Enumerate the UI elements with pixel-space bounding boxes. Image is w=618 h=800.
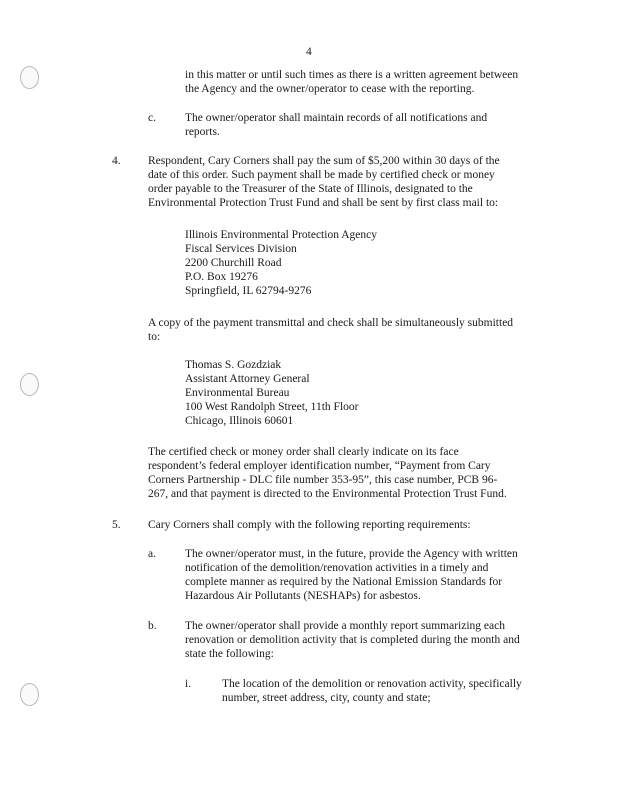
text-line: respondent’s federal employer identification number, “Payment from Cary <box>148 460 491 472</box>
item-5bi-label: i. <box>185 678 192 690</box>
text-line: Environmental Protection Trust Fund and shall be sent by first class mail to: <box>148 197 499 209</box>
item-5-text <box>148 518 471 532</box>
item-5b-text <box>185 619 520 661</box>
item-4-number: 4. <box>112 155 121 167</box>
address-line: 2200 Churchill Road <box>185 257 282 269</box>
address-line: Springfield, IL 62794-9276 <box>185 285 312 297</box>
punch-hole-top <box>20 66 39 89</box>
text-line: Hazardous Air Pollutants (NESHAPs) for asbestos. <box>185 590 421 602</box>
item-4-text <box>148 154 500 210</box>
text-line: The certified check or money order shall clearly indicate on its face <box>148 446 459 458</box>
text-line: to: <box>148 331 161 343</box>
item-5bi-text <box>222 677 522 705</box>
text-line: The owner/operator shall maintain records of all notifications and <box>185 112 488 124</box>
indicate-paragraph <box>148 445 507 501</box>
page-number: 4 <box>306 46 312 58</box>
text-line: date of this order. Such payment shall be made by certified check or money <box>148 169 495 181</box>
item-c-label: c. <box>148 112 156 124</box>
attorney-address <box>185 358 358 428</box>
text-line: Corners Partnership - DLC file number 353-95”, this case number, PCB 96- <box>148 474 498 486</box>
text-line: state the following: <box>185 648 274 660</box>
address-line: Assistant Attorney General <box>185 373 310 385</box>
text-line: The location of the demolition or renovation activity, specifically <box>222 678 522 690</box>
address-line: Thomas S. Gozdziak <box>185 359 282 371</box>
payment-address <box>185 228 377 298</box>
text-line: complete manner as required by the National Emission Standards for <box>185 576 503 588</box>
text-line: reports. <box>185 126 220 138</box>
continuation-paragraph <box>185 68 518 96</box>
address-line: Fiscal Services Division <box>185 243 297 255</box>
punch-hole-middle <box>20 373 39 396</box>
text-line: notification of the demolition/renovation activities in a timely and <box>185 562 489 574</box>
text-line: Respondent, Cary Corners shall pay the sum of $5,200 within 30 days of the <box>148 155 500 167</box>
text-line: 267, and that payment is directed to the Environmental Protection Trust Fund. <box>148 488 507 500</box>
text-line: order payable to the Treasurer of the State of Illinois, designated to the <box>148 183 473 195</box>
text-line: A copy of the payment transmittal and check shall be simultaneously submitted <box>148 317 514 329</box>
address-line: Chicago, Illinois 60601 <box>185 415 294 427</box>
address-line: Illinois Environmental Protection Agency <box>185 229 377 241</box>
item-c-text <box>185 111 487 139</box>
address-line: P.O. Box 19276 <box>185 271 258 283</box>
copy-paragraph <box>148 316 513 344</box>
item-5a-text <box>185 547 518 603</box>
punch-hole-bottom <box>20 683 39 706</box>
item-5-number: 5. <box>112 519 121 531</box>
text-line: The owner/operator shall provide a monthly report summarizing each <box>185 620 505 632</box>
item-5b-label: b. <box>148 620 157 632</box>
text-line: renovation or demolition activity that is completed during the month and <box>185 634 520 646</box>
address-line: Environmental Bureau <box>185 387 290 399</box>
item-5a-label: a. <box>148 548 156 560</box>
text-line: the Agency and the owner/operator to cease with the reporting. <box>185 83 475 95</box>
text-line: in this matter or until such times as there is a written agreement between <box>185 69 519 81</box>
text-line: Cary Corners shall comply with the following reporting requirements: <box>148 519 471 531</box>
text-line: number, street address, city, county and state; <box>222 692 431 704</box>
text-line: The owner/operator must, in the future, provide the Agency with written <box>185 548 518 560</box>
address-line: 100 West Randolph Street, 11th Floor <box>185 401 359 413</box>
